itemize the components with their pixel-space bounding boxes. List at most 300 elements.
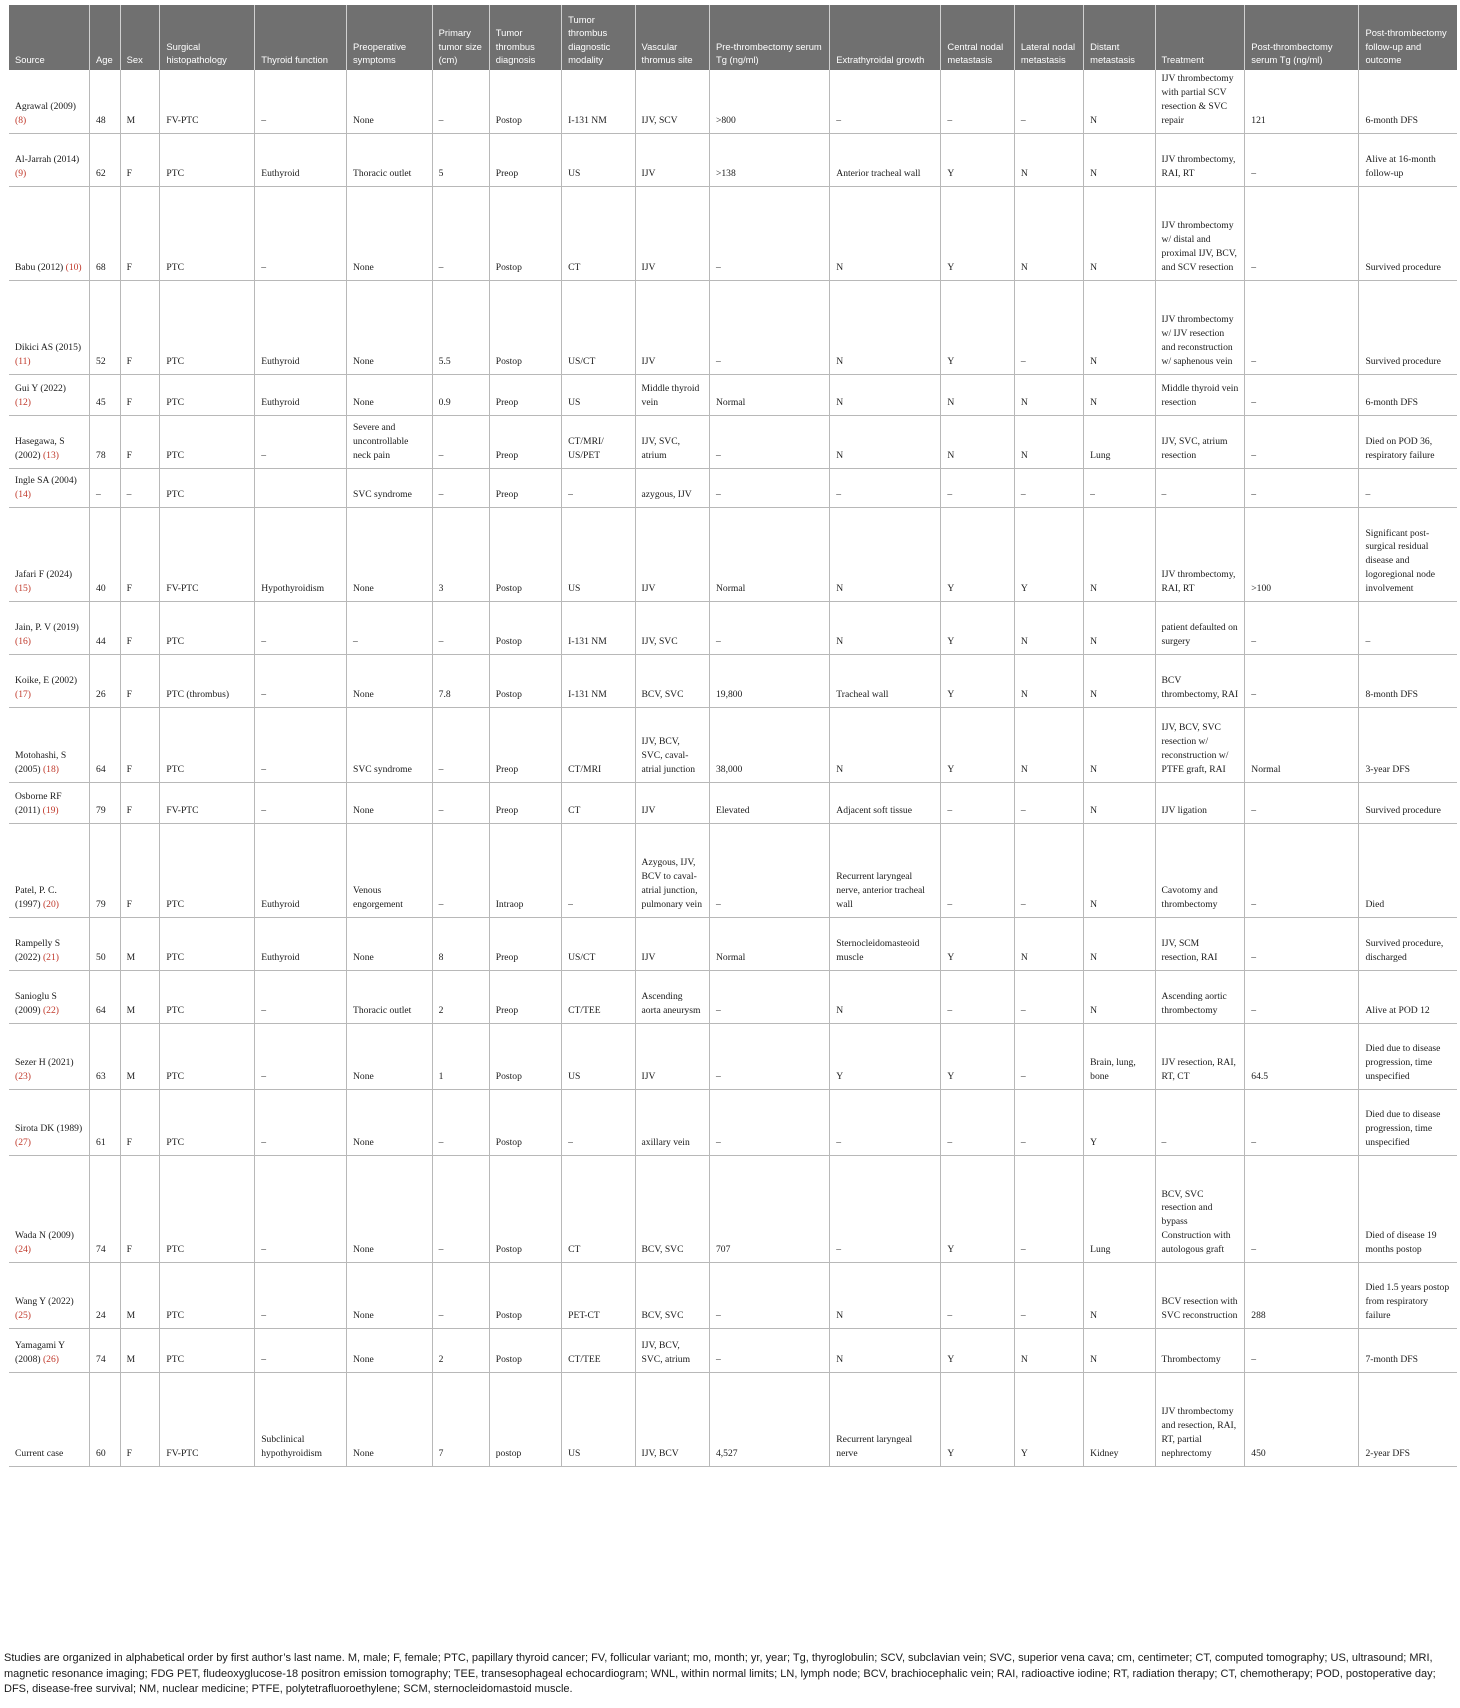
table-cell: Y	[941, 1372, 1014, 1466]
table-cell: –	[1245, 1155, 1359, 1262]
table-cell: Preop	[489, 707, 561, 782]
table-cell: Postop	[489, 1023, 561, 1089]
table-cell: Alive at POD 12	[1359, 970, 1457, 1023]
table-cell: 8	[432, 917, 489, 970]
table-cell: 2-year DFS	[1359, 1372, 1457, 1466]
table-cell: –	[255, 601, 347, 654]
table-cell: IJV, SCV	[635, 70, 709, 133]
source-text: Osborne RF (2011)	[15, 790, 62, 816]
table-cell: N	[1084, 917, 1155, 970]
table-row	[9, 186, 1457, 280]
table-cell: Euthyroid	[255, 374, 347, 415]
table-cell: postop	[489, 1372, 561, 1466]
reference-link[interactable]: (9)	[15, 167, 27, 179]
table-cell: –	[1014, 280, 1083, 374]
table-cell: IJV	[635, 917, 709, 970]
source-text: Hasegawa, S (2002)	[15, 435, 65, 461]
table-cell: –	[709, 415, 829, 468]
table-cell: Y	[941, 1155, 1014, 1262]
table-cell: PTC	[160, 1155, 255, 1262]
table-cell: Preop	[489, 782, 561, 823]
table-cell: N	[1084, 970, 1155, 1023]
table-cell: 64	[90, 707, 121, 782]
table-cell: BCV, SVC	[635, 1262, 709, 1328]
table-cell: Recurrent laryngeal nerve, anterior tracheal wall	[830, 823, 941, 917]
source-text: Jafari F (2024)	[15, 568, 73, 580]
table-cell: US	[562, 374, 635, 415]
table-cell: –	[1014, 970, 1083, 1023]
source-cell	[9, 70, 90, 133]
table-cell: Thrombectomy	[1155, 1328, 1245, 1372]
table-cell: F	[120, 1155, 160, 1262]
table-cell: Lung	[1084, 1155, 1155, 1262]
table-cell: –	[1014, 1089, 1083, 1155]
table-cell: Adjacent soft tissue	[830, 782, 941, 823]
table-cell: N	[1084, 70, 1155, 133]
table-cell: Euthyroid	[255, 917, 347, 970]
table-cell: N	[941, 415, 1014, 468]
table-cell: N	[830, 186, 941, 280]
table-cell: CT/TEE	[562, 1328, 635, 1372]
reference-link[interactable]: (12)	[15, 396, 31, 408]
table-cell: IJV, BCV, SVC resection w/ reconstruction w/ PTFE graft, RAI	[1155, 707, 1245, 782]
table-cell: PTC	[160, 280, 255, 374]
table-cell: Preop	[489, 374, 561, 415]
table-cell: 44	[90, 601, 121, 654]
table-cell: Postop	[489, 1089, 561, 1155]
table-cell: Died of disease 19 months postop	[1359, 1155, 1457, 1262]
table-cell: patient defaulted on surgery	[1155, 601, 1245, 654]
table-cell: I-131 NM	[562, 601, 635, 654]
table-cell: –	[1245, 601, 1359, 654]
table-cell: N	[830, 415, 941, 468]
table-cell: N	[1084, 654, 1155, 707]
table-cell: Brain, lung, bone	[1084, 1023, 1155, 1089]
table-row	[9, 1372, 1457, 1466]
table-cell: –	[1245, 468, 1359, 507]
table-cell: –	[709, 601, 829, 654]
case-table-container	[9, 5, 1457, 1467]
table-cell: Y	[941, 917, 1014, 970]
column-header: Thyroid function	[255, 5, 347, 70]
column-header: Tumor thrombus diagnostic modality	[562, 5, 635, 70]
table-row	[9, 782, 1457, 823]
table-cell: M	[120, 70, 160, 133]
table-cell: Thoracic outlet	[346, 133, 432, 186]
column-header: Age	[90, 5, 121, 70]
table-cell: Preop	[489, 970, 561, 1023]
table-cell: None	[346, 782, 432, 823]
source-cell	[9, 917, 90, 970]
reference-link[interactable]: (19)	[42, 804, 59, 816]
table-cell: >800	[709, 70, 829, 133]
table-cell: –	[562, 823, 635, 917]
table-cell: –	[709, 1328, 829, 1372]
table-cell: I-131 NM	[562, 70, 635, 133]
source-text: Ingle SA (2004)	[15, 474, 77, 486]
table-cell: PTC	[160, 186, 255, 280]
table-cell: N	[1084, 374, 1155, 415]
table-row	[9, 707, 1457, 782]
table-cell: 50	[90, 917, 121, 970]
table-cell: F	[120, 415, 160, 468]
table-cell: FV-PTC	[160, 782, 255, 823]
table-cell: –	[255, 70, 347, 133]
table-cell: Sternocleidomasteoid muscle	[830, 917, 941, 970]
table-cell: 38,000	[709, 707, 829, 782]
source-cell	[9, 707, 90, 782]
table-cell: –	[432, 707, 489, 782]
source-cell	[9, 186, 90, 280]
source-cell	[9, 970, 90, 1023]
reference-link[interactable]: (10)	[65, 261, 82, 273]
table-cell: –	[941, 70, 1014, 133]
source-cell	[9, 1089, 90, 1155]
reference-link[interactable]: (23)	[15, 1070, 31, 1082]
table-cell: F	[120, 280, 160, 374]
table-cell: –	[255, 1155, 347, 1262]
table-row	[9, 654, 1457, 707]
column-header: Central nodal metastasis	[941, 5, 1014, 70]
table-cell: Died 1.5 years postop from respiratory failure	[1359, 1262, 1457, 1328]
reference-link[interactable]: (16)	[15, 635, 31, 647]
table-cell: None	[346, 1089, 432, 1155]
table-cell: F	[120, 374, 160, 415]
table-cell: FV-PTC	[160, 70, 255, 133]
source-text: Al-Jarrah (2014)	[15, 153, 80, 165]
source-cell	[9, 468, 90, 507]
table-cell: IJV, BCV, SVC, atrium	[635, 1328, 709, 1372]
table-cell: IJV ligation	[1155, 782, 1245, 823]
table-cell: Recurrent laryngeal nerve	[830, 1372, 941, 1466]
table-row	[9, 507, 1457, 601]
table-cell: 79	[90, 823, 121, 917]
table-cell: PTC	[160, 374, 255, 415]
table-cell: –	[941, 1089, 1014, 1155]
table-cell: None	[346, 186, 432, 280]
source-text: Wada N (2009)	[15, 1229, 74, 1241]
source-cell	[9, 823, 90, 917]
table-cell: None	[346, 1262, 432, 1328]
reference-link[interactable]: (11)	[15, 355, 31, 367]
table-cell: F	[120, 1372, 160, 1466]
table-cell: None	[346, 654, 432, 707]
table-cell: –	[709, 280, 829, 374]
table-cell: 4,527	[709, 1372, 829, 1466]
table-cell: 3-year DFS	[1359, 707, 1457, 782]
table-cell: IJV	[635, 507, 709, 601]
table-cell: Subclinical hypothyroidism	[255, 1372, 347, 1466]
table-cell: PTC	[160, 601, 255, 654]
table-row	[9, 1155, 1457, 1262]
table-row	[9, 1089, 1457, 1155]
table-cell: SVC syndrome	[346, 468, 432, 507]
table-cell: 1	[432, 1023, 489, 1089]
table-cell: PTC	[160, 970, 255, 1023]
table-cell: PTC	[160, 707, 255, 782]
source-text: Patel, P. C. (1997)	[15, 884, 57, 910]
table-cell: Postop	[489, 280, 561, 374]
table-cell: None	[346, 1155, 432, 1262]
table-cell: None	[346, 1023, 432, 1089]
table-cell: IJV thrombectomy and resection, RAI, RT, partial nephrectomy	[1155, 1372, 1245, 1466]
source-text: Gui Y (2022)	[15, 382, 66, 394]
reference-link[interactable]: (13)	[42, 449, 59, 461]
table-cell: Ascending aortic thrombectomy	[1155, 970, 1245, 1023]
table-cell: N	[1084, 823, 1155, 917]
table-cell: Died due to disease progression, time unspecified	[1359, 1089, 1457, 1155]
table-cell: N	[941, 374, 1014, 415]
reference-link[interactable]: (15)	[15, 582, 31, 594]
source-text: Sanioglu S (2009)	[15, 990, 57, 1016]
table-cell: 288	[1245, 1262, 1359, 1328]
table-cell: SVC syndrome	[346, 707, 432, 782]
table-cell: 26	[90, 654, 121, 707]
table-cell: –	[1245, 782, 1359, 823]
table-cell: Normal	[1245, 707, 1359, 782]
table-cell: Azygous, IJV, BCV to caval-atrial junction, pulmonary vein	[635, 823, 709, 917]
table-row	[9, 374, 1457, 415]
column-header: Extrathyroidal growth	[830, 5, 941, 70]
table-cell: FV-PTC	[160, 507, 255, 601]
source-cell	[9, 1023, 90, 1089]
source-text: Motohashi, S (2005)	[15, 749, 67, 775]
reference-link[interactable]: (25)	[15, 1309, 31, 1321]
table-cell: Y	[941, 654, 1014, 707]
table-cell: –	[709, 1262, 829, 1328]
table-cell: 3	[432, 507, 489, 601]
table-cell: –	[255, 186, 347, 280]
table-cell: 6-month DFS	[1359, 374, 1457, 415]
source-text: Yamagami Y (2008)	[15, 1339, 65, 1365]
table-cell: Postop	[489, 1155, 561, 1262]
column-header: Source	[9, 5, 90, 70]
table-cell: Anterior tracheal wall	[830, 133, 941, 186]
table-cell: Y	[1014, 507, 1083, 601]
table-cell: 64.5	[1245, 1023, 1359, 1089]
table-cell: PTC	[160, 133, 255, 186]
source-cell	[9, 654, 90, 707]
source-text: Agrawal (2009)	[15, 100, 77, 112]
table-cell: –	[1245, 374, 1359, 415]
table-cell: N	[1084, 1328, 1155, 1372]
table-cell: –	[941, 468, 1014, 507]
table-cell: 40	[90, 507, 121, 601]
table-cell: 7-month DFS	[1359, 1328, 1457, 1372]
table-cell: Y	[941, 133, 1014, 186]
table-cell: US/CT	[562, 280, 635, 374]
table-cell: N	[1014, 601, 1083, 654]
table-cell: Y	[941, 601, 1014, 654]
source-cell	[9, 1155, 90, 1262]
source-cell	[9, 507, 90, 601]
table-cell: 2	[432, 970, 489, 1023]
table-cell: N	[1084, 186, 1155, 280]
table-cell: N	[1014, 1328, 1083, 1372]
table-cell: –	[1014, 1155, 1083, 1262]
column-header: Surgical histopathology	[160, 5, 255, 70]
table-cell: Normal	[709, 374, 829, 415]
table-cell: –	[1245, 917, 1359, 970]
column-header: Treatment	[1155, 5, 1245, 70]
reference-link[interactable]: (20)	[42, 898, 59, 910]
table-cell: 19,800	[709, 654, 829, 707]
table-cell: N	[830, 1262, 941, 1328]
table-cell: IJV	[635, 133, 709, 186]
table-cell: N	[1084, 707, 1155, 782]
table-cell: –	[255, 415, 347, 468]
table-cell: US	[562, 1023, 635, 1089]
table-cell: F	[120, 601, 160, 654]
table-header	[9, 5, 1457, 70]
source-cell	[9, 1262, 90, 1328]
table-cell: Y	[941, 1023, 1014, 1089]
table-cell: 64	[90, 970, 121, 1023]
table-cell: Ascending aorta aneurysm	[635, 970, 709, 1023]
table-cell: Euthyroid	[255, 133, 347, 186]
table-row	[9, 70, 1457, 133]
table-cell: –	[1014, 1262, 1083, 1328]
table-cell: –	[709, 823, 829, 917]
table-cell: US	[562, 1372, 635, 1466]
table-cell: >138	[709, 133, 829, 186]
table-cell: –	[1245, 823, 1359, 917]
column-header: Post-thrombectomy serum Tg (ng/ml)	[1245, 5, 1359, 70]
table-cell: 45	[90, 374, 121, 415]
table-cell: 5	[432, 133, 489, 186]
table-cell: N	[1084, 782, 1155, 823]
reference-link[interactable]: (17)	[15, 688, 31, 700]
column-header: Lateral nodal metastasis	[1014, 5, 1083, 70]
table-cell: PTC	[160, 415, 255, 468]
table-cell: 121	[1245, 70, 1359, 133]
source-cell	[9, 133, 90, 186]
table-cell: Preop	[489, 415, 561, 468]
table-cell: 79	[90, 782, 121, 823]
table-cell: 5.5	[432, 280, 489, 374]
table-cell: Postop	[489, 1328, 561, 1372]
table-cell: –	[562, 1089, 635, 1155]
table-cell: –	[830, 70, 941, 133]
table-cell: F	[120, 707, 160, 782]
table-cell: F	[120, 1089, 160, 1155]
table-cell: N	[1014, 707, 1083, 782]
table-cell: –	[830, 1089, 941, 1155]
table-cell: –	[1245, 186, 1359, 280]
table-cell: PTC	[160, 468, 255, 507]
column-header: Vascular thromus site	[635, 5, 709, 70]
table-cell: None	[346, 507, 432, 601]
table-row	[9, 917, 1457, 970]
table-cell: –	[1245, 415, 1359, 468]
table-cell: Venous engorgement	[346, 823, 432, 917]
table-cell: –	[255, 1089, 347, 1155]
reference-link[interactable]: (18)	[42, 763, 59, 775]
source-text: Wang Y (2022)	[15, 1295, 74, 1307]
table-cell: Survived procedure, discharged	[1359, 917, 1457, 970]
table-cell: IJV thrombectomy w/ IJV resection and reconstruction w/ saphenous vein	[1155, 280, 1245, 374]
table-cell: None	[346, 280, 432, 374]
source-text: Current case	[15, 1447, 64, 1459]
reference-link[interactable]: (26)	[42, 1353, 59, 1365]
table-cell: –	[432, 468, 489, 507]
table-cell: None	[346, 917, 432, 970]
table-cell: –	[1014, 1023, 1083, 1089]
table-cell: IJV, BCV	[635, 1372, 709, 1466]
table-cell: 2	[432, 1328, 489, 1372]
reference-link[interactable]: (22)	[42, 1004, 59, 1016]
table-cell: Postop	[489, 654, 561, 707]
table-cell: –	[1245, 1089, 1359, 1155]
table-cell: Preop	[489, 133, 561, 186]
table-cell: Normal	[709, 507, 829, 601]
table-cell: Died due to disease progression, time unspecified	[1359, 1023, 1457, 1089]
table-cell: N	[830, 280, 941, 374]
column-header: Primary tumor size (cm)	[432, 5, 489, 70]
source-cell	[9, 280, 90, 374]
table-cell: –	[1014, 468, 1083, 507]
table-cell: –	[120, 468, 160, 507]
reference-link[interactable]: (8)	[15, 114, 27, 126]
table-cell: –	[255, 970, 347, 1023]
table-cell: Lung	[1084, 415, 1155, 468]
table-cell: F	[120, 133, 160, 186]
table-cell: IJV, SVC	[635, 601, 709, 654]
table-cell: Died on POD 36, respiratory failure	[1359, 415, 1457, 468]
table-cell: Hypothyroidism	[255, 507, 347, 601]
table-cell: 48	[90, 70, 121, 133]
table-cell: azygous, IJV	[635, 468, 709, 507]
table-cell: IJV resection, RAI, RT, CT	[1155, 1023, 1245, 1089]
table-cell: –	[941, 970, 1014, 1023]
table-cell: PTC	[160, 823, 255, 917]
table-cell: IJV, SVC, atrium	[635, 415, 709, 468]
table-cell: Y	[941, 280, 1014, 374]
reference-link[interactable]: (27)	[15, 1136, 31, 1148]
table-cell: –	[1245, 654, 1359, 707]
reference-link[interactable]: (14)	[15, 488, 31, 500]
table-cell: –	[709, 1089, 829, 1155]
table-cell: N	[1014, 654, 1083, 707]
column-header: Tumor thrombus diagnosis	[489, 5, 561, 70]
table-cell: –	[346, 601, 432, 654]
table-cell: CT	[562, 782, 635, 823]
table-cell: –	[432, 70, 489, 133]
table-cell: PTC	[160, 1328, 255, 1372]
table-cell: Intraop	[489, 823, 561, 917]
table-cell: Died	[1359, 823, 1457, 917]
table-row	[9, 280, 1457, 374]
table-cell: Cavotomy and thrombectomy	[1155, 823, 1245, 917]
table-cell: –	[1155, 1089, 1245, 1155]
table-cell: PTC	[160, 1089, 255, 1155]
table-cell: IJV	[635, 280, 709, 374]
table-row	[9, 1023, 1457, 1089]
table-cell: 450	[1245, 1372, 1359, 1466]
reference-link[interactable]: (24)	[15, 1243, 31, 1255]
table-row	[9, 415, 1457, 468]
table-cell: BCV, SVC	[635, 654, 709, 707]
table-cell: N	[830, 507, 941, 601]
table-cell: 60	[90, 1372, 121, 1466]
table-cell: Thoracic outlet	[346, 970, 432, 1023]
table-row	[9, 133, 1457, 186]
table-cell: Tracheal wall	[830, 654, 941, 707]
table-cell: PTC	[160, 917, 255, 970]
source-text: Koike, E (2002)	[15, 674, 78, 686]
table-cell: 52	[90, 280, 121, 374]
reference-link[interactable]: (21)	[42, 951, 59, 963]
